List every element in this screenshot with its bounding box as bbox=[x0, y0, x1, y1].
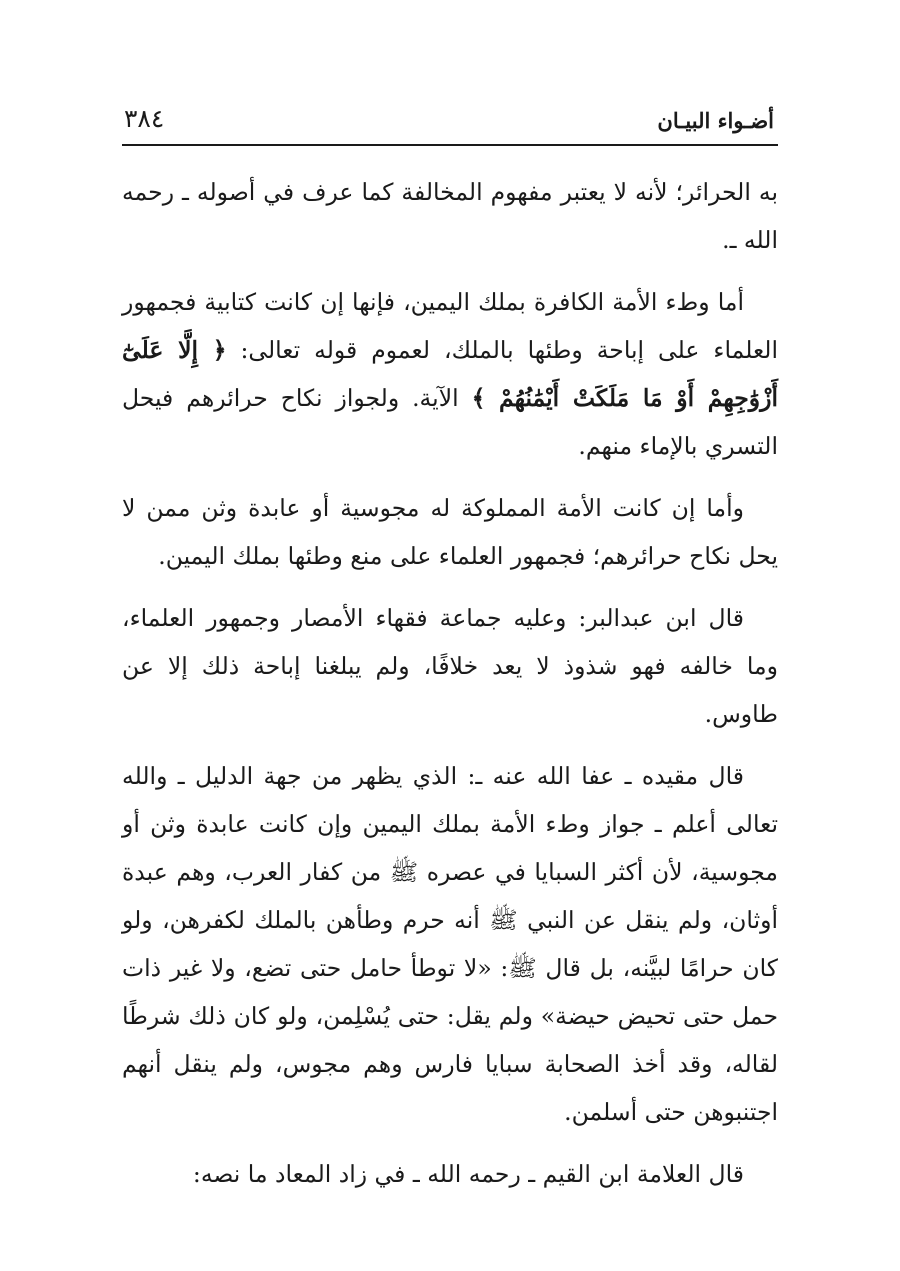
paragraph-1: به الحرائر؛ لأنه لا يعتبر مفهوم المخالفة كما عرف في أصوله ـ رحمه الله ـ. bbox=[122, 178, 778, 254]
quran-verse: ﴿ إِلَّا عَلَىٰٓ أَزْوَٰجِهِمْ أَوْ مَا مَلَكَتْ أَيْمَٰنُهُمْ ﴾ bbox=[122, 336, 778, 412]
page-header bbox=[122, 100, 778, 146]
running-title: أضـواء البيـان bbox=[657, 108, 774, 133]
paragraph-5: قال مقيده ـ عفا الله عنه ـ: الذي يظهر من جهة الدليل ـ والله تعالى أعلم ـ جواز وطء الأمة بملك اليمين وإن كانت عابدة وثن أو مجوسية، لأن أكثر السبايا في عصره ﷺ من كفار العرب، وهم عبدة أوثان، ولم ينقل عن النبي ﷺ أنه حرم وطأهن بالملك لكفرهن، ولو كان حرامًا لبيَّنه، بل قال ﷺ: «لا توطأ حامل حتى تضع، ولا غير ذات حمل حتى تحيض حيضة» ولم يقل: حتى يُسْلِمن، ولو كان ذلك شرطًا لقاله، وقد أخذ الصحابة سبايا فارس وهم مجوس، ولم ينقل أنهم اجتنبوهن حتى أسلمن. bbox=[122, 762, 778, 1126]
paragraph-6: قال العلامة ابن القيم ـ رحمه الله ـ في زاد المعاد ما نصه: bbox=[192, 1160, 744, 1188]
paragraph-2 bbox=[122, 278, 778, 470]
book-page bbox=[122, 100, 778, 1188]
paragraph-4: قال ابن عبدالبر: وعليه جماعة فقهاء الأمصار وجمهور العلماء، وما خالفه فهو شذوذ لا يعد خلافًا، ولم يبلغنا إباحة ذلك إلا عن طاوس. bbox=[122, 604, 778, 728]
paragraph-2-text-before: أما وطء الأمة الكافرة بملك اليمين، فإنها إن كانت كتابية فجمهور العلماء على إباحة وطئها بالملك، لعموم قوله تعالى: bbox=[122, 288, 778, 364]
paragraph-3: وأما إن كانت الأمة المملوكة له مجوسية أو عابدة وثن ممن لا يحل نكاح حرائرهم؛ فجمهور العلماء على منع وطئها بملك اليمين. bbox=[122, 494, 778, 570]
page-body bbox=[122, 168, 778, 1198]
paragraph-2-text-after: الآية. ولجواز نكاح حرائرهم فيحل التسري بالإماء منهم. bbox=[122, 384, 778, 460]
page-number: ٣٨٤ bbox=[124, 104, 165, 133]
